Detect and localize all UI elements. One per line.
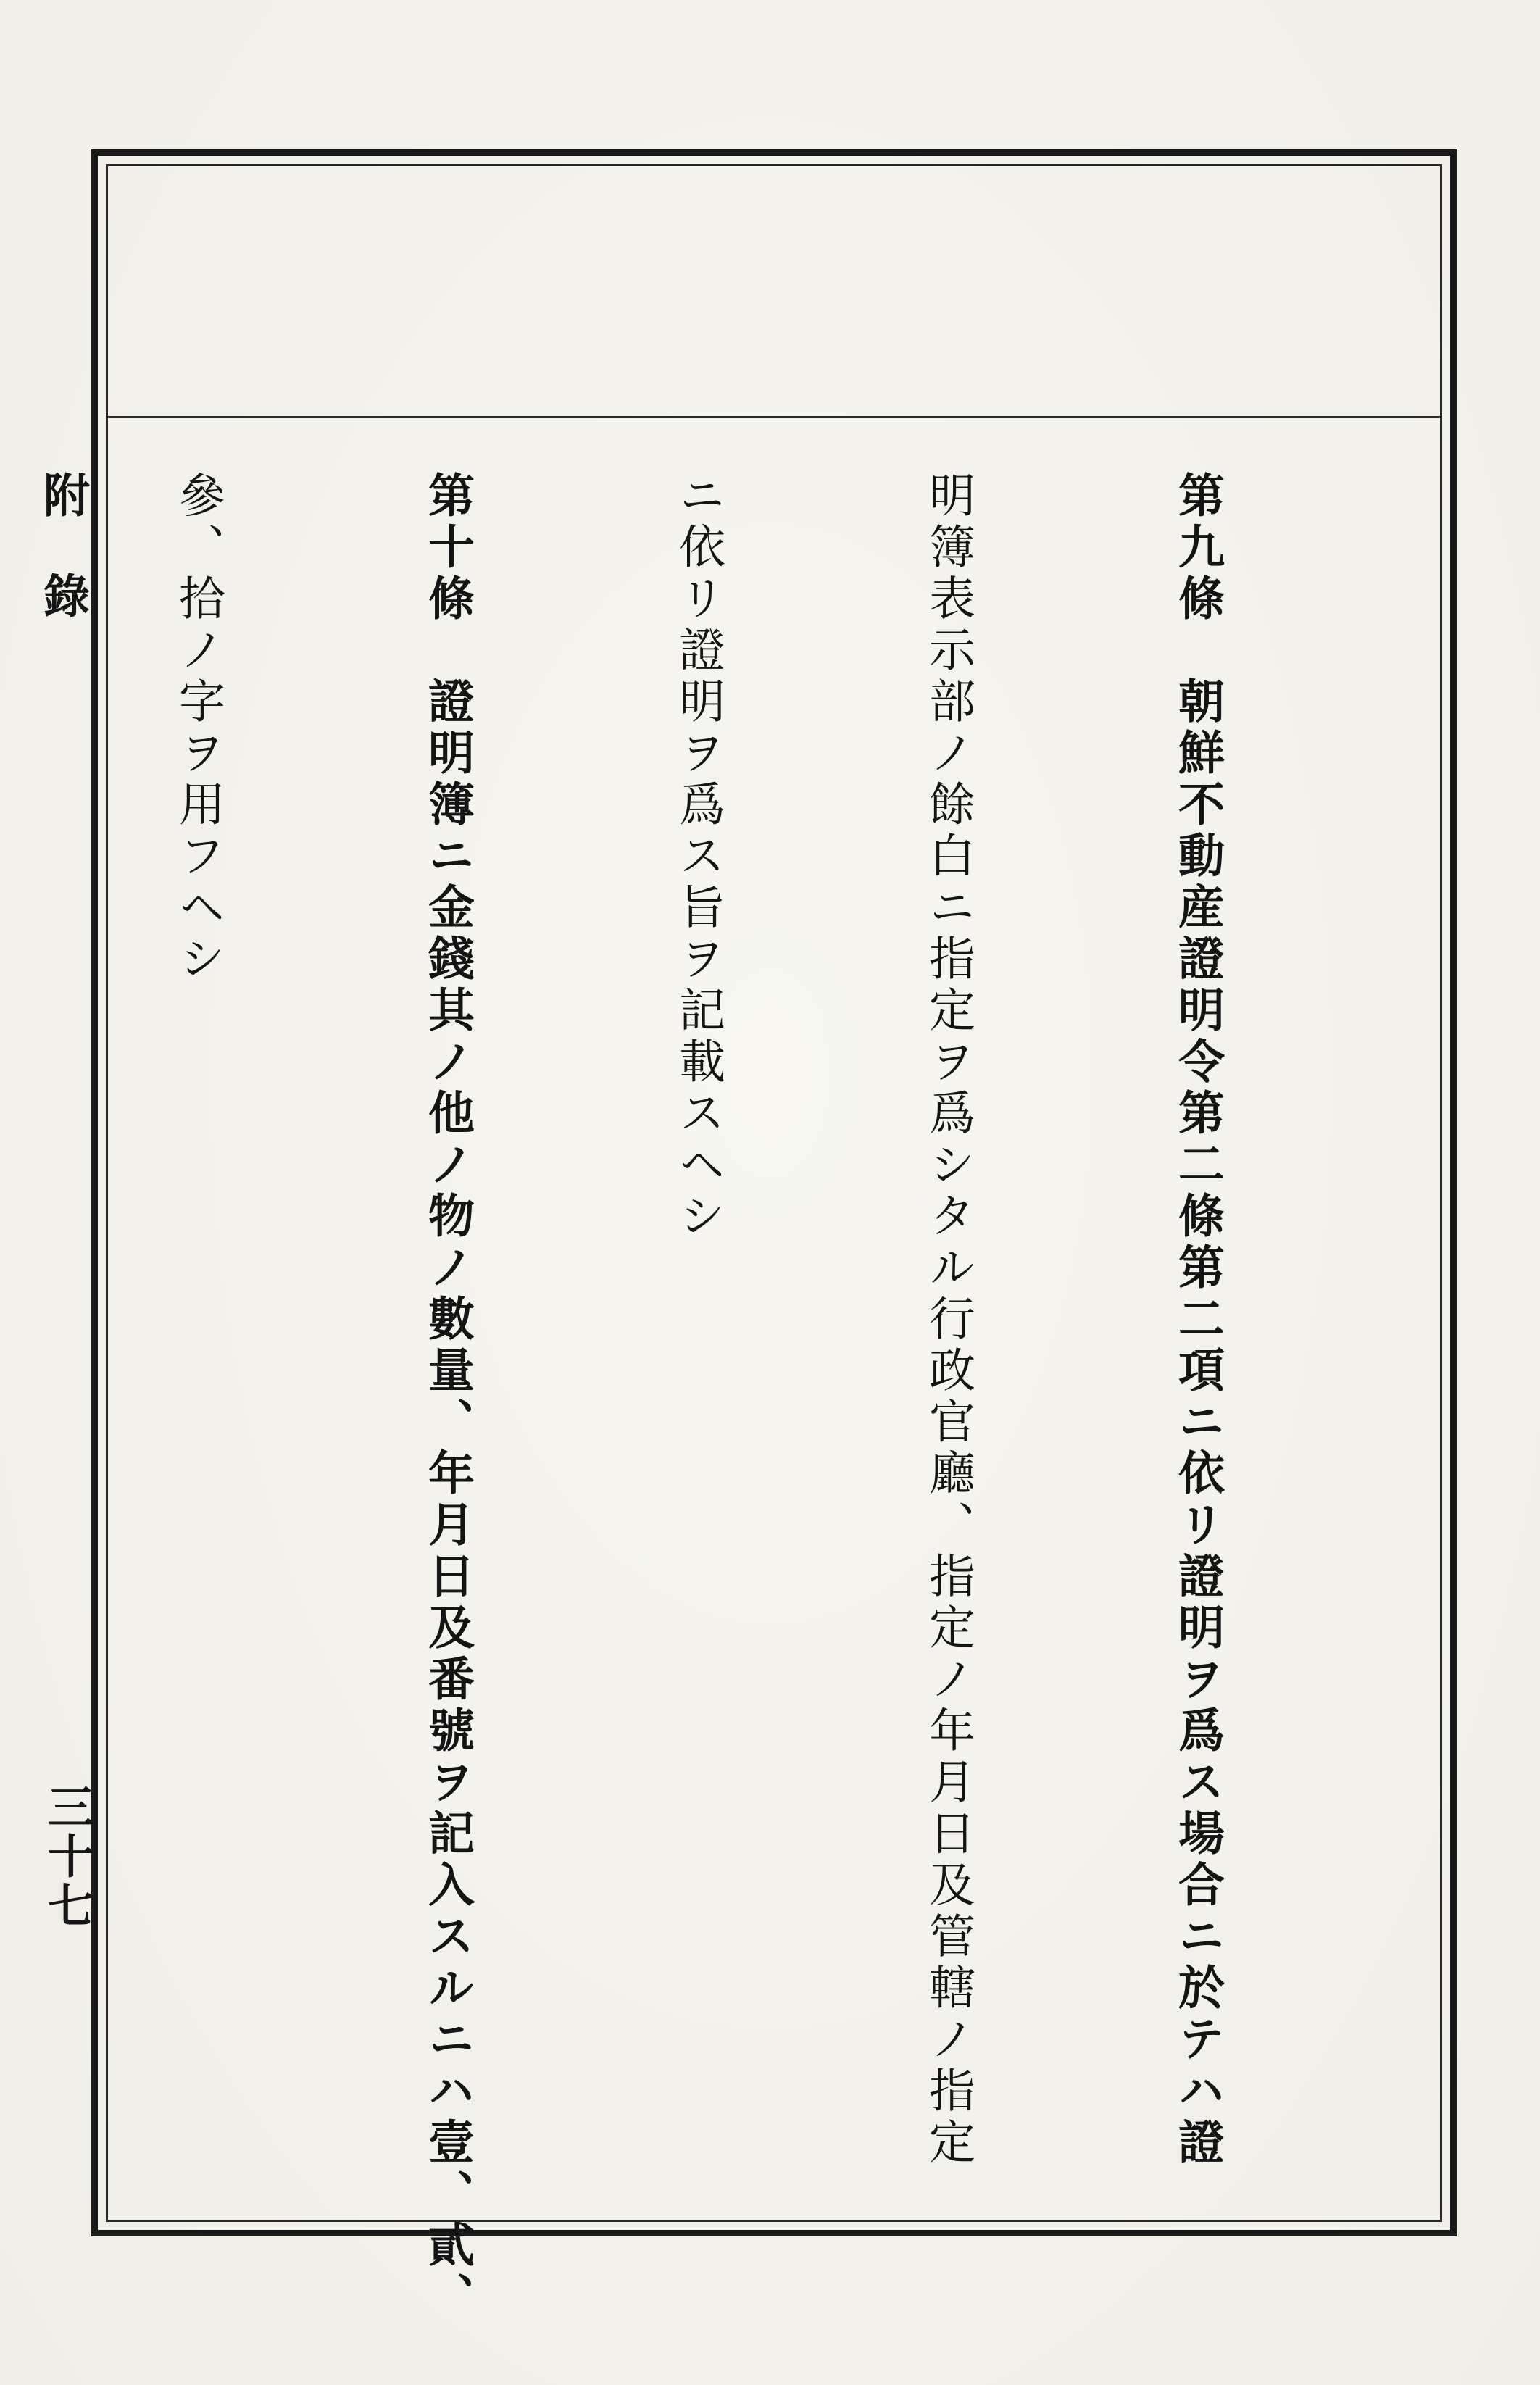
page-number: 三十七 xyxy=(40,1783,94,1931)
header-rule xyxy=(106,416,1442,418)
text-line: ニ依リ證明ヲ爲ス旨ヲ記載スヘシ xyxy=(671,471,725,1243)
body-text xyxy=(145,471,1406,2323)
text-line: 第九條 朝鮮不動産證明令第二條第二項ニ依リ證明ヲ爲ス場合ニ於テハ證 xyxy=(1170,471,1225,2169)
text-line: 明簿表示部ノ餘白ニ指定ヲ爲シタル行政官廳、指定ノ年月日及管轄ノ指定 xyxy=(921,471,975,2169)
text-line: 參、拾ノ字ヲ用フヘシ xyxy=(171,471,225,986)
side-label: 附錄 xyxy=(36,471,90,673)
text-line: 第十條 證明簿ニ金錢其ノ他ノ物ノ數量、年月日及番號ヲ記入スルニハ壹、貳、 xyxy=(420,471,475,2323)
